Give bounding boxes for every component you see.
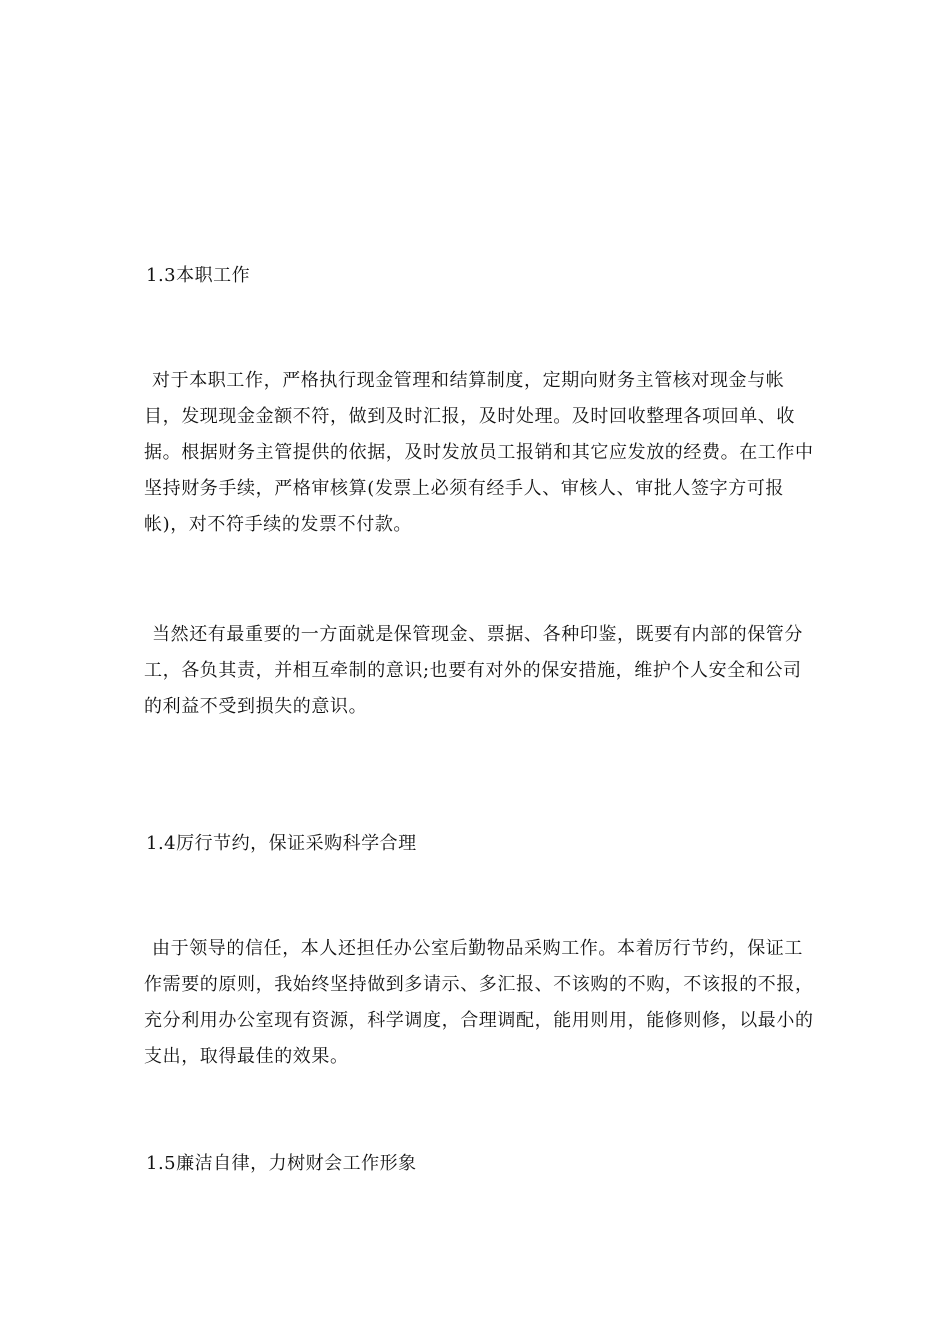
section-heading-1-4: 1.4厉行节约，保证采购科学合理: [146, 833, 417, 854]
paragraph-duties: 对于本职工作，严格执行现金管理和结算制度，定期向财务主管核对现金与帐目，发现现金金额不符，做到及时汇报，及时处理。及时回收整理各项回单、收据。根据财务主管提供的依据，及时发放员工报销和其它应发放的经费。在工作中坚持财务手续，严格审核算(发票上必须有经手人、审核人、审批人签字方可报帐)，对不符手续的发票不付款。: [144, 370, 814, 535]
section-heading-1-3: 1.3本职工作: [146, 265, 251, 286]
paragraph-safekeeping: 当然还有最重要的一方面就是保管现金、票据、各种印鉴，既要有内部的保管分工，各负其责，并相互牵制的意识;也要有对外的保安措施，维护个人安全和公司的利益不受到损失的意识。: [144, 624, 803, 717]
paragraph-procurement: 由于领导的信任，本人还担任办公室后勤物品采购工作。本着厉行节约，保证工作需要的原则，我始终坚持做到多请示、多汇报、不该购的不购，不该报的不报，充分利用办公室现有资源，科学调度，合理调配，能用则用，能修则修，以最小的支出，取得最佳的效果。: [144, 938, 814, 1067]
section-heading-1-5: 1.5廉洁自律，力树财会工作形象: [146, 1153, 417, 1174]
